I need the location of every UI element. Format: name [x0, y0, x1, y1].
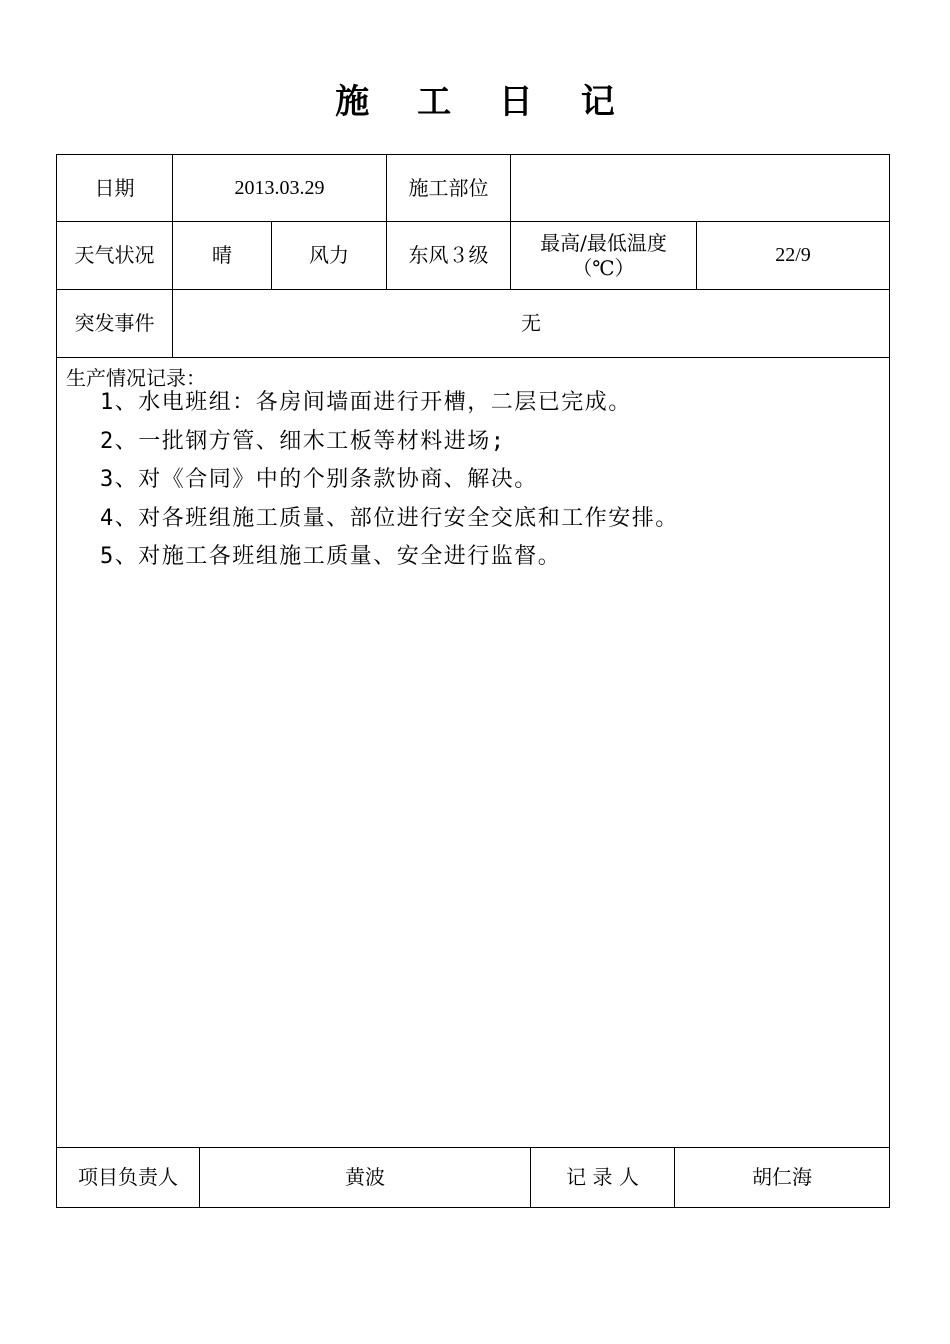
temperature-value: 22/9: [775, 244, 811, 266]
page-title: 施 工 日 记: [335, 82, 633, 122]
list-item: 5、对施工各班组施工质量、安全进行监督。: [100, 544, 562, 569]
temperature-label-line2: （℃）: [572, 255, 635, 280]
manager-label: 项目负责人: [78, 1165, 178, 1189]
location-label: 施工部位: [408, 175, 489, 200]
weather-label: 天气状况: [74, 243, 155, 267]
wind-value: 东风３级: [408, 243, 489, 267]
date-value: 2013.03.29: [234, 176, 325, 199]
list-item: 2、一批钢方管、细木工板等材料进场;: [100, 428, 506, 454]
incident-value: 无: [521, 311, 541, 335]
recorder-label: 记 录 人: [566, 1165, 639, 1189]
row-divider: [56, 357, 890, 358]
list-item: 3、对《合同》中的个别条款协商、解决。: [100, 467, 538, 492]
production-record-label: 生产情况记录：: [66, 366, 206, 390]
wind-label: 风力: [309, 243, 349, 267]
production-record-list: [100, 384, 679, 577]
incident-label: 突发事件: [74, 311, 155, 335]
weather-value: 晴: [212, 243, 232, 267]
list-item: 4、对各班组施工质量、部位进行安全交底和工作安排。: [100, 505, 679, 531]
manager-value: 黄波: [345, 1165, 385, 1189]
temperature-label: [511, 222, 696, 289]
location-value: [511, 155, 889, 221]
date-label: 日期: [94, 175, 135, 200]
list-item: 1、水电班组：各房间墙面进行开槽，二层已完成。: [100, 390, 632, 415]
recorder-value: 胡仁海: [752, 1165, 812, 1189]
temperature-label-line1: 最高/最低温度: [540, 230, 667, 255]
